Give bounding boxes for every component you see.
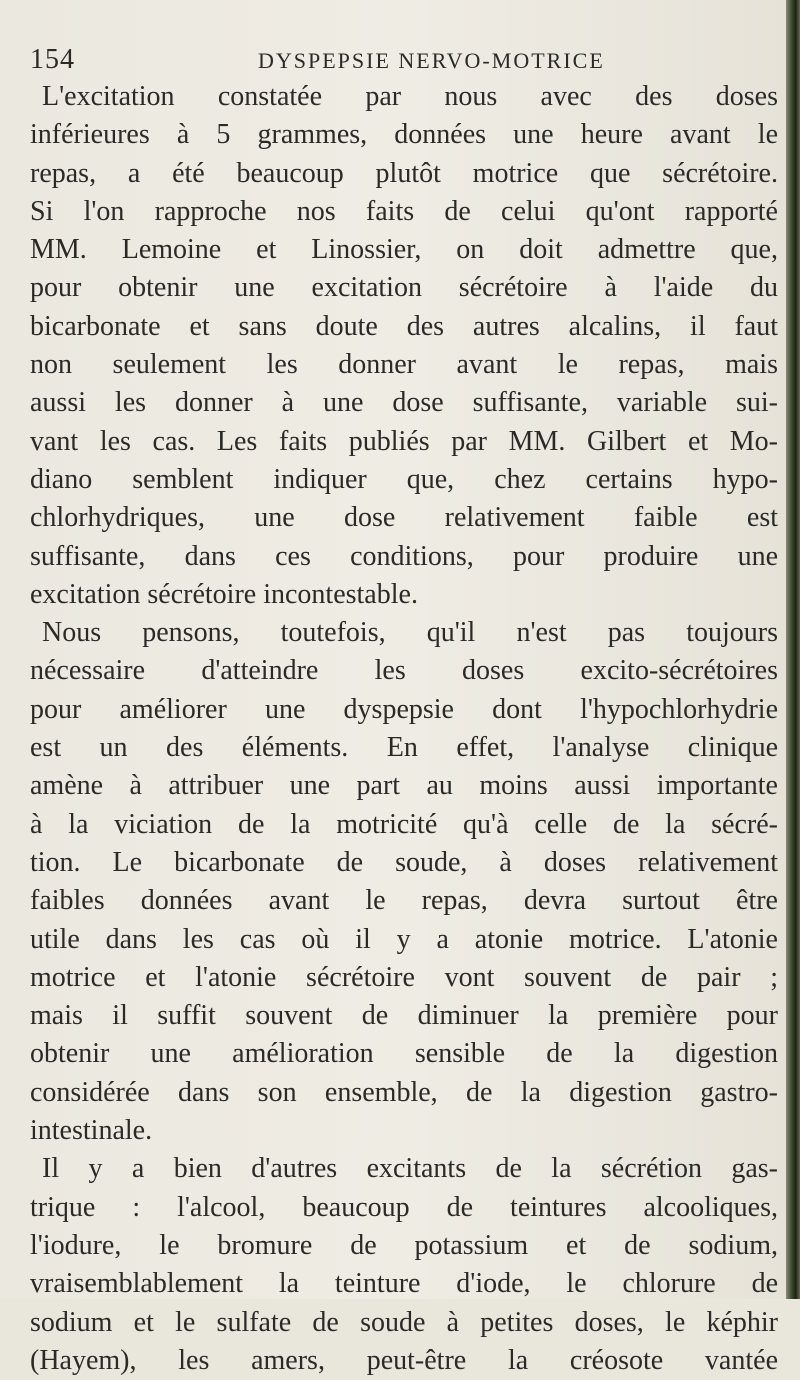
text-line: non seulement les donner avant le repas, mais: [30, 349, 778, 381]
page-header: [30, 40, 770, 80]
text-line: trique : l'alcool, beaucoup de teintures alcooliques,: [30, 1191, 778, 1223]
text-line: Si l'on rapproche nos faits de celui qu'ont rapporté: [30, 195, 778, 227]
text-line: repas, a été beaucoup plutôt motrice que sécrétoire.: [30, 157, 778, 189]
text-line: mais il suffit souvent de diminuer la première pour: [30, 1000, 778, 1032]
text-line: suffisante, dans ces conditions, pour produire une: [30, 540, 778, 572]
text-line: sodium et le sulfate de soude à petites doses, le képhir: [30, 1306, 778, 1338]
text-line: vraisemblablement la teinture d'iode, le chlorure de: [30, 1268, 778, 1300]
text-line: Il y a bien d'autres excitants de la sécrétion gas-: [42, 1153, 778, 1185]
text-line: l'iodure, le bromure de potassium et de sodium,: [30, 1229, 778, 1261]
text-line: Nous pensons, toutefois, qu'il n'est pas toujours: [42, 617, 778, 649]
text-line: inférieures à 5 grammes, données une heure avant le: [30, 119, 778, 151]
text-line: vant les cas. Les faits publiés par MM. Gilbert et Mo-: [30, 425, 778, 457]
text-line: nécessaire d'atteindre les doses excito-sécrétoires: [30, 655, 778, 687]
text-line: faibles données avant le repas, devra surtout être: [30, 885, 778, 917]
paragraph-2: [30, 614, 778, 1150]
text-line: intestinale.: [30, 1115, 153, 1147]
book-binding-edge: [786, 0, 800, 1299]
text-line: est un des éléments. En effet, l'analyse clinique: [30, 732, 778, 764]
text-line: L'excitation constatée par nous avec des doses: [42, 81, 778, 112]
paragraph-3: [30, 1150, 778, 1380]
text-line: considérée dans son ensemble, de la digestion gastro-: [30, 1076, 778, 1108]
paragraph-1: [30, 78, 778, 614]
text-line: utile dans les cas où il y a atonie motrice. L'atonie: [30, 923, 778, 955]
text-line: diano semblent indiquer que, chez certains hypo-: [30, 463, 778, 495]
text-line: MM. Lemoine et Linossier, on doit admettre que,: [30, 234, 778, 266]
text-line: amène à attribuer une part au moins aussi importante: [30, 770, 778, 802]
text-line: tion. Le bicarbonate de soude, à doses relativement: [30, 846, 778, 878]
page-number: 154: [30, 44, 75, 75]
text-line: aussi les donner à une dose suffisante, variable sui-: [30, 387, 778, 419]
text-line: chlorhydriques, une dose relativement faible est: [30, 502, 778, 534]
body-text: [30, 78, 778, 1380]
text-line: motrice et l'atonie sécrétoire vont souvent de pair ;: [30, 961, 778, 993]
text-line: obtenir une amélioration sensible de la digestion: [30, 1038, 778, 1070]
text-line: (Hayem), les amers, peut-être la créosote vantée: [30, 1344, 778, 1376]
running-head: DYSPEPSIE NERVO-MOTRICE: [258, 48, 605, 73]
text-line: bicarbonate et sans doute des autres alcalins, il faut: [30, 310, 778, 342]
text-line: pour obtenir une excitation sécrétoire à l'aide du: [30, 272, 778, 304]
text-line: à la viciation de la motricité qu'à celle de la sécré-: [30, 808, 778, 840]
text-line: pour améliorer une dyspepsie dont l'hypochlorhydrie: [30, 693, 778, 725]
text-line: excitation sécrétoire incontestable.: [30, 578, 418, 610]
